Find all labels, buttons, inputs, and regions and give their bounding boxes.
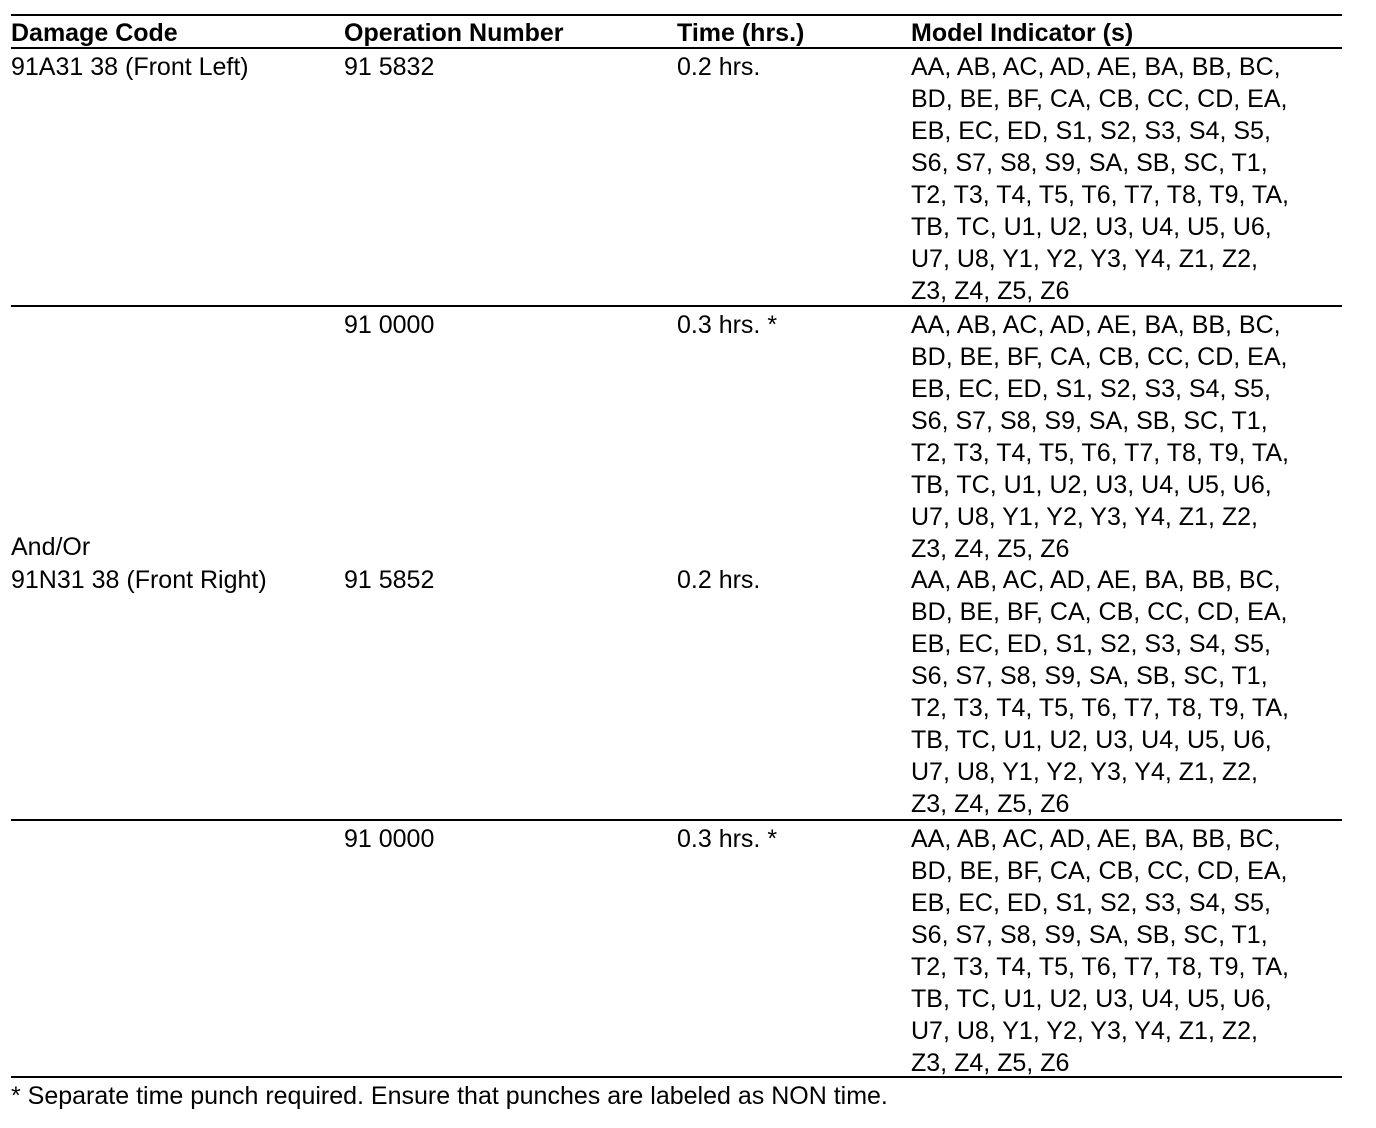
model-line: T2, T3, T4, T5, T6, T7, T8, T9, TA, xyxy=(911,439,1289,467)
header-time: Time (hrs.) xyxy=(677,19,805,47)
table-row xyxy=(11,819,1342,1076)
and-or-connector: And/Or xyxy=(11,533,91,561)
model-indicator-cell xyxy=(911,49,1342,305)
model-line: EB, EC, ED, S1, S2, S3, S4, S5, xyxy=(911,630,1271,658)
model-indicator-cell xyxy=(911,821,1342,1076)
damage-code-cell: 91A31 38 (Front Left) xyxy=(11,53,249,81)
model-line: EB, EC, ED, S1, S2, S3, S4, S5, xyxy=(911,375,1271,403)
model-line: T2, T3, T4, T5, T6, T7, T8, T9, TA, xyxy=(911,694,1289,722)
model-line: T2, T3, T4, T5, T6, T7, T8, T9, TA, xyxy=(911,953,1289,981)
footnote: * Separate time punch required. Ensure that punches are labeled as NON time. xyxy=(11,1082,888,1110)
model-line: Z3, Z4, Z5, Z6 xyxy=(911,535,1070,563)
model-line: BD, BE, BF, CA, CB, CC, CD, EA, xyxy=(911,85,1288,113)
model-indicator-cell xyxy=(911,307,1342,562)
model-line: AA, AB, AC, AD, AE, BA, BB, BC, xyxy=(911,566,1281,594)
model-line: TB, TC, U1, U2, U3, U4, U5, U6, xyxy=(911,985,1272,1013)
damage-code-cell: 91N31 38 (Front Right) xyxy=(11,566,267,594)
time-cell: 0.3 hrs. * xyxy=(677,311,778,339)
header-damage-code: Damage Code xyxy=(11,19,178,47)
model-line: S6, S7, S8, S9, SA, SB, SC, T1, xyxy=(911,921,1268,949)
table-row xyxy=(11,562,1342,819)
model-line: U7, U8, Y1, Y2, Y3, Y4, Z1, Z2, xyxy=(911,758,1258,786)
model-line: BD, BE, BF, CA, CB, CC, CD, EA, xyxy=(911,857,1288,885)
model-line: U7, U8, Y1, Y2, Y3, Y4, Z1, Z2, xyxy=(911,503,1258,531)
damage-code-cell xyxy=(11,307,344,562)
model-line: EB, EC, ED, S1, S2, S3, S4, S5, xyxy=(911,117,1271,145)
table-header-row xyxy=(11,14,1342,49)
labor-time-table xyxy=(11,14,1342,1112)
model-line: BD, BE, BF, CA, CB, CC, CD, EA, xyxy=(911,343,1288,371)
model-line: S6, S7, S8, S9, SA, SB, SC, T1, xyxy=(911,662,1268,690)
table-row xyxy=(11,305,1342,562)
header-model-indicator: Model Indicator (s) xyxy=(911,19,1134,47)
operation-number-cell: 91 5832 xyxy=(344,53,435,81)
time-cell: 0.2 hrs. xyxy=(677,53,761,81)
table-row xyxy=(11,49,1342,305)
model-line: TB, TC, U1, U2, U3, U4, U5, U6, xyxy=(911,213,1272,241)
model-line: Z3, Z4, Z5, Z6 xyxy=(911,277,1070,305)
model-line: BD, BE, BF, CA, CB, CC, CD, EA, xyxy=(911,598,1288,626)
header-operation-number: Operation Number xyxy=(344,19,564,47)
model-line: T2, T3, T4, T5, T6, T7, T8, T9, TA, xyxy=(911,181,1289,209)
model-line: Z3, Z4, Z5, Z6 xyxy=(911,790,1070,818)
damage-code-cell xyxy=(11,821,344,1076)
model-line: AA, AB, AC, AD, AE, BA, BB, BC, xyxy=(911,311,1281,339)
model-indicator-cell xyxy=(911,562,1342,819)
model-line: Z3, Z4, Z5, Z6 xyxy=(911,1049,1070,1077)
operation-number-cell: 91 0000 xyxy=(344,311,435,339)
model-line: AA, AB, AC, AD, AE, BA, BB, BC, xyxy=(911,825,1281,853)
time-cell: 0.2 hrs. xyxy=(677,566,761,594)
model-line: TB, TC, U1, U2, U3, U4, U5, U6, xyxy=(911,471,1272,499)
model-line: TB, TC, U1, U2, U3, U4, U5, U6, xyxy=(911,726,1272,754)
model-line: AA, AB, AC, AD, AE, BA, BB, BC, xyxy=(911,53,1281,81)
time-cell: 0.3 hrs. * xyxy=(677,825,778,853)
operation-number-cell: 91 5852 xyxy=(344,566,435,594)
model-line: EB, EC, ED, S1, S2, S3, S4, S5, xyxy=(911,889,1271,917)
model-line: U7, U8, Y1, Y2, Y3, Y4, Z1, Z2, xyxy=(911,245,1258,273)
model-line: U7, U8, Y1, Y2, Y3, Y4, Z1, Z2, xyxy=(911,1017,1258,1045)
model-line: S6, S7, S8, S9, SA, SB, SC, T1, xyxy=(911,149,1268,177)
operation-number-cell: 91 0000 xyxy=(344,825,435,853)
model-line: S6, S7, S8, S9, SA, SB, SC, T1, xyxy=(911,407,1268,435)
